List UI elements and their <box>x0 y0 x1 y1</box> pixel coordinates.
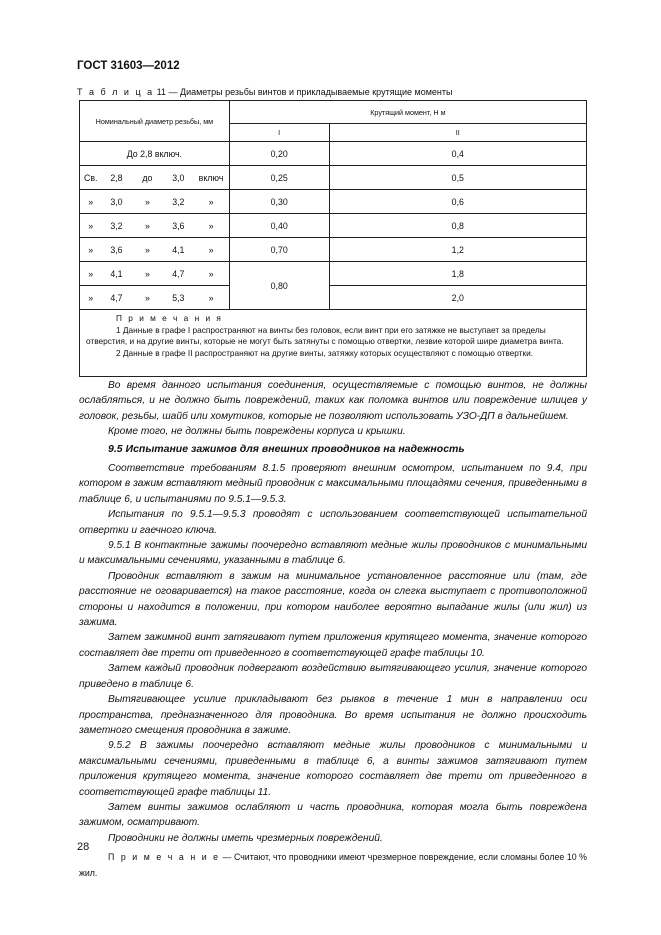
table-row <box>80 214 587 238</box>
note <box>79 850 587 881</box>
note-label: П р и м е ч а н и е <box>108 852 221 863</box>
table-row <box>80 166 587 190</box>
row-first-diameter: До 2,8 включ. <box>80 142 230 166</box>
cell-I-merged: 0,80 <box>229 262 329 310</box>
header-col-II: II <box>329 124 586 142</box>
cell-from: 2,8 <box>101 166 131 190</box>
torque-table <box>79 100 587 377</box>
cell-prefix: » <box>80 190 102 214</box>
cell-suffix: » <box>193 214 229 238</box>
table-caption-number: 11 <box>156 87 166 97</box>
cell-II: 0,4 <box>329 142 586 166</box>
paragraph: Соответствие требованиям 8.1.5 проверяют внешним осмотром, испытанием по 9.4, при котором в зажим вставляют медный проводник с максимальными площадями сечения, приведенными в таблице 6, и испытаниями по 9.5.1—9.5.3. <box>79 463 587 505</box>
table-row <box>80 262 587 286</box>
cell-to-word: » <box>131 286 163 310</box>
cell-to-word: » <box>131 238 163 262</box>
table-row <box>80 238 587 262</box>
cell-prefix: » <box>80 262 102 286</box>
cell-suffix: » <box>193 262 229 286</box>
cell-I: 0,25 <box>229 166 329 190</box>
paragraph: 9.5.2 В зажимы поочередно вставляют медные жилы проводников с минимальными и максимальными сечениями, приведенными в таблице 6, а винты зажимов затягивают путем приложения крутящего момента, значение которого составляет две трети от приведенного в соответствующей графе таблицы 11. <box>79 740 587 798</box>
table-row <box>80 286 587 310</box>
note-2: 2 Данные в графе II распространяют на другие винты, затяжку которых осуществляют с помощью отвертки. <box>116 347 534 358</box>
cell-to: 3,0 <box>163 166 193 190</box>
cell-II: 1,8 <box>329 262 586 286</box>
cell-II: 0,5 <box>329 166 586 190</box>
cell-prefix: » <box>80 286 102 310</box>
cell-from: 3,6 <box>101 238 131 262</box>
cell-I: 0,70 <box>229 238 329 262</box>
cell-to-word: до <box>131 166 163 190</box>
cell-from: 3,0 <box>101 190 131 214</box>
cell-to: 4,1 <box>163 238 193 262</box>
paragraph-block-1 <box>79 378 587 440</box>
paragraph: Испытания по 9.5.1—9.5.3 проводят с использованием соответствующей испытательной отвертки и гаечного ключа. <box>79 509 587 536</box>
cell-suffix: » <box>193 286 229 310</box>
paragraph: Проводник вставляют в зажим на минимальное установленное расстояние или (там, где расстояние не оговаривается) на такое расстояние, когда он слегка выступает с противоположной стороны и находится в положении, при котором наиболее вероятно выпадание жилы (или жил) из зажима. <box>79 570 587 629</box>
cell-II: 1,2 <box>329 238 586 262</box>
paragraph: Кроме того, не должны быть повреждены корпуса и крышки. <box>108 426 406 438</box>
header-torque: Крутящий момент, Н м <box>229 101 586 124</box>
cell-I: 0,30 <box>229 190 329 214</box>
cell-to-word: » <box>131 190 163 214</box>
cell-to: 5,3 <box>163 286 193 310</box>
table-row <box>80 190 587 214</box>
cell-from: 4,7 <box>101 286 131 310</box>
paragraph: Затем каждый проводник подвергают воздействию вытягивающего усилия, значение которого приведено в таблице 6. <box>79 663 587 690</box>
cell-prefix: » <box>80 238 102 262</box>
paragraph: Вытягивающее усилие прикладывают без рывков в течение 1 мин в направлении оси пространства, предназначенного для проводника. Во время испытания не должно происходить заметного смещения проводника в зажиме. <box>79 694 587 736</box>
cell-to: 3,6 <box>163 214 193 238</box>
cell-suffix: » <box>193 190 229 214</box>
header-col-I: I <box>229 124 329 142</box>
cell-prefix: » <box>80 214 102 238</box>
table-caption-label: Т а б л и ц а <box>77 87 155 97</box>
cell-suffix: включ <box>193 166 229 190</box>
cell-suffix: » <box>193 238 229 262</box>
paragraph: 9.5.1 В контактные зажимы поочередно вставляют медные жилы проводников с минимальными и максимальными сечениями, указанными в таблице 6. <box>79 540 587 567</box>
cell-II: 0,8 <box>329 214 586 238</box>
cell-to: 3,2 <box>163 190 193 214</box>
cell-II: 0,6 <box>329 190 586 214</box>
cell-to-word: » <box>131 214 163 238</box>
standard-number: ГОСТ 31603—2012 <box>77 60 180 72</box>
paragraph: Затем зажимной винт затягивают путем приложения крутящего момента, значение которого составляет две трети от приведенного в соответствующей графе таблицы 10. <box>79 632 587 659</box>
page-number: 28 <box>77 841 90 853</box>
paragraph: Во время данного испытания соединения, осуществляемые с помощью винтов, не должны ослабляться, и не должно быть повреждений, таких как поломка винтов или повреждение шлицев у головок, резьбы, шайб или хомутиков, которые не позволяют использовать УЗО-ДП в дальнейшем. <box>79 380 587 422</box>
table-notes <box>80 310 587 377</box>
section-heading-9-5: 9.5 Испытание зажимов для внешних проводников на надежность <box>108 443 465 455</box>
cell-to-word: » <box>131 262 163 286</box>
table-caption-text: — Диаметры резьбы винтов и прикладываемые крутящие моменты <box>168 87 453 97</box>
notes-title: П р и м е ч а н и я <box>116 313 223 323</box>
cell-from: 3,2 <box>101 214 131 238</box>
cell-prefix: Св. <box>80 166 102 190</box>
header-diameter: Номинальный диаметр резьбы, мм <box>80 101 230 142</box>
table-caption <box>77 87 452 97</box>
paragraph-block-2 <box>79 461 587 881</box>
paragraph: Затем винты зажимов ослабляют и часть проводника, которая могла быть повреждена зажимом, осматривают. <box>79 801 587 829</box>
cell-from: 4,1 <box>101 262 131 286</box>
note-text: — Считают, что проводники имеют чрезмерное повреждение, если сломаны более 10 % жил. <box>79 852 587 878</box>
cell-II: 2,0 <box>329 286 586 310</box>
cell-to: 4,7 <box>163 262 193 286</box>
cell-I: 0,20 <box>229 142 329 166</box>
paragraph: Проводники не должны иметь чрезмерных повреждений. <box>108 832 383 844</box>
note-1: 1 Данные в графе I распространяют на винты без головок, если винт при его затяжке не выступает за пределы отверстия, и на другие винты, которые не могут быть затянуты с помощью отвертки, лезвие которой шире диаметра винта. <box>86 324 564 347</box>
cell-I: 0,40 <box>229 214 329 238</box>
